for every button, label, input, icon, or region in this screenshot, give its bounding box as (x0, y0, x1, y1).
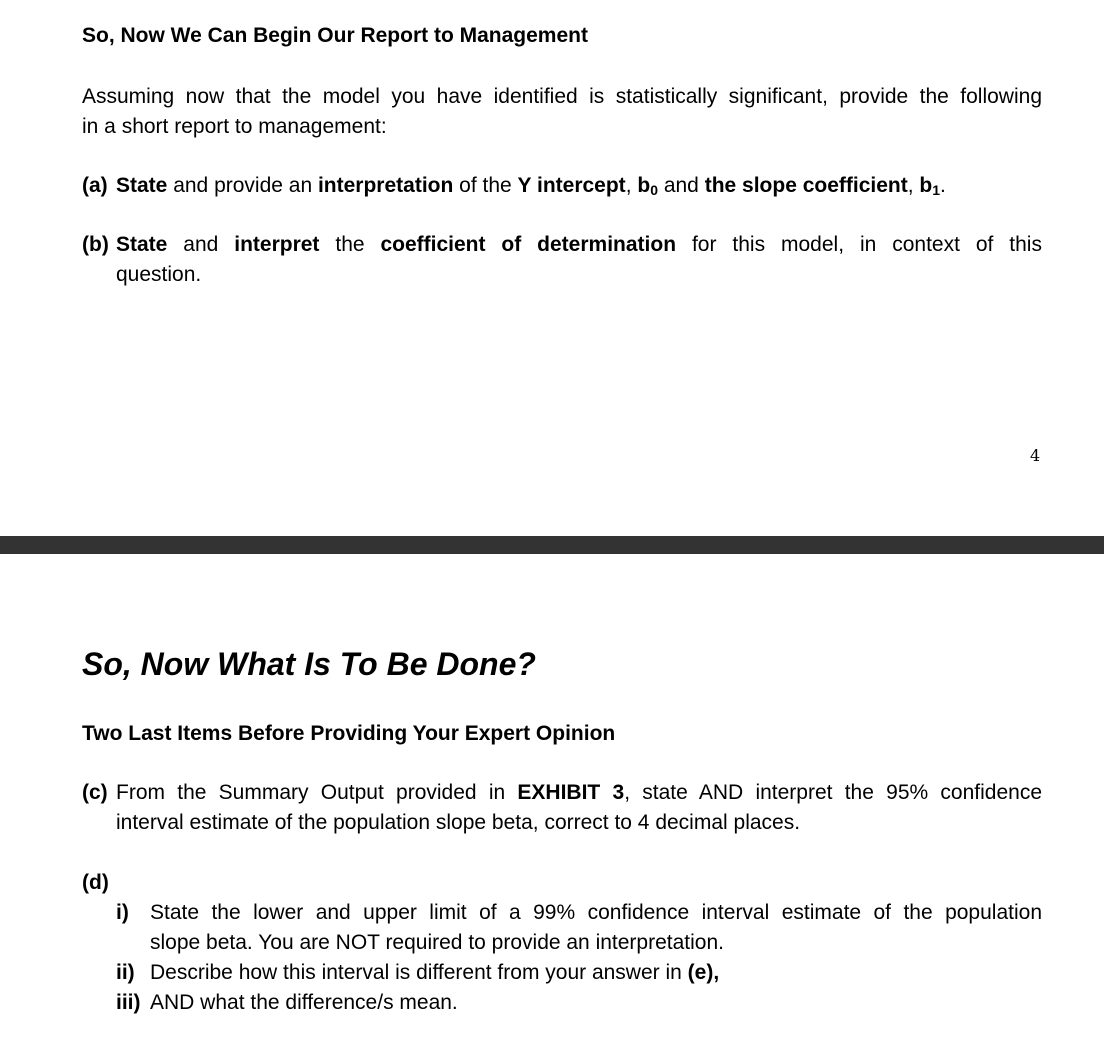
question-c-text: From the Summary Output provided in EXHIBIT 3, state AND interpret the 95% confidence interval estimate of the population slope beta, correct to 4 decimal places. (116, 781, 1043, 834)
section-subheading: Two Last Items Before Providing Your Expert Opinion (82, 722, 616, 745)
question-d-label: (d) (82, 871, 109, 894)
page-number: 4 (1030, 446, 1041, 465)
intro-line-2: in a short report to management: (82, 115, 387, 138)
page-title: So, Now What Is To Be Done? (82, 646, 536, 682)
question-a-text: State and provide an interpretation of the Y intercept, b0 and the slope coefficient, b1. (116, 174, 946, 198)
question-c (82, 778, 1042, 838)
subitem-iii: iii) AND what the difference/s mean. (116, 991, 458, 1014)
intro-paragraph (82, 82, 1042, 142)
question-b (82, 230, 1042, 290)
question-d-subitems (82, 898, 1042, 1018)
subitem-i: i) State the lower and upper limit of a 99% confidence interval estimate of the population slope beta. You are NOT required to provide an interpretation. (116, 901, 1042, 954)
subitem-ii: ii) Describe how this interval is different from your answer in (e), (116, 961, 720, 984)
page-divider (0, 536, 1104, 554)
document-page-5 (0, 554, 1104, 1056)
section-heading: So, Now We Can Begin Our Report to Management (82, 24, 588, 47)
question-a-label: (a) (82, 174, 108, 197)
question-a (82, 171, 1042, 202)
question-c-label: (c) (82, 781, 108, 804)
question-d (82, 868, 1042, 1018)
question-b-text: State and interpret the coefficient of determination for this model, in context of this question. (116, 233, 1042, 286)
intro-line-1: Assuming now that the model you have identified is statistically significant, provide the following (82, 85, 1042, 108)
question-b-label: (b) (82, 233, 109, 256)
